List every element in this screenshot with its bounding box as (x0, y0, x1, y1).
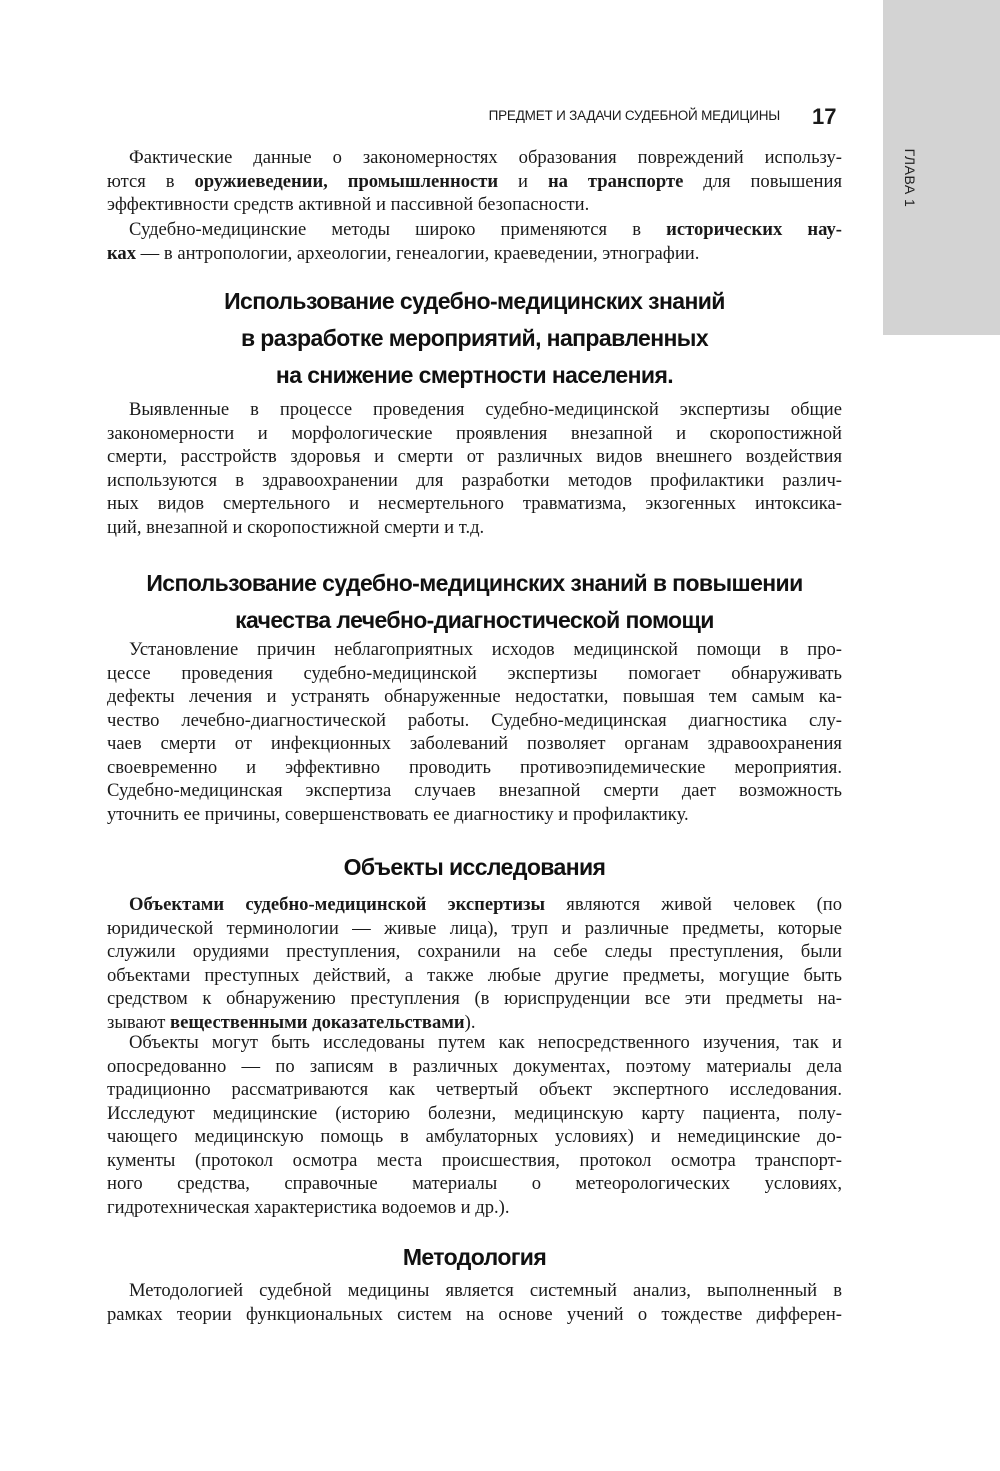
text-line (107, 987, 842, 1011)
text-run: ных видов смертельного и несмертельного травматизма, экзогенных интоксика- (107, 493, 842, 514)
text-line (107, 1055, 842, 1079)
bold-term: на транспорте (547, 170, 684, 192)
text-line (107, 1125, 842, 1149)
text-line (107, 779, 842, 803)
text-line (107, 1303, 842, 1327)
text-run: Методологией судебной медицины является системный анализ, выполненный в (129, 1280, 842, 1301)
text-line (107, 146, 842, 170)
text-run: Установление причин неблагоприятных исходов медицинской помощи в про- (129, 639, 842, 660)
text-run: эффективности средств активной и пассивной безопасности. (107, 194, 590, 215)
text-run: кументы (протокол осмотра места происшествия, протокол осмотра транспорт- (107, 1149, 842, 1171)
heading-line: Использование судебно-медицинских знаний в повышении (146, 570, 803, 596)
heading-line: в разработке мероприятий, направленных (240, 325, 709, 351)
heading-line: Объекты исследования (343, 854, 606, 880)
text-line (107, 492, 842, 516)
paragraph (107, 146, 842, 217)
heading-line: качества лечебно-диагностической помощи (235, 607, 714, 633)
bold-term: Объектами судебно-медицинской экспертизы (129, 894, 546, 915)
text-run: Исследуют медицинские (историю болезни, медицинскую карту пациента, полу- (107, 1102, 842, 1124)
text-line (107, 398, 842, 422)
paragraph (107, 1031, 842, 1219)
text-line (107, 1102, 842, 1126)
text-run: являются живой человек (по (545, 894, 843, 915)
text-line (107, 218, 842, 242)
text-run: служили орудиями преступления, сохранили на себе следы преступления, были (107, 941, 842, 962)
section-heading (107, 283, 842, 394)
text-run: ются в (107, 170, 195, 192)
text-run: смерти, расстройств здоровья и смерти от различных видов внешнего воздействия (107, 446, 842, 467)
text-run: используются в здравоохранении для разработки методов профилактики различ- (107, 469, 842, 491)
paragraph (107, 638, 842, 826)
bold-term: исторических нау- (666, 219, 842, 240)
text-run: чаев смерти от инфекционных заболеваний позволяет органам здравоохранения (107, 733, 842, 754)
text-run: Фактические данные о закономерностях образования повреждений использу- (129, 147, 842, 168)
text-run: Выявленные в процессе проведения судебно-медицинской экспертизы общие (129, 399, 842, 420)
text-line (107, 893, 842, 917)
bold-term: вещественными доказательствами (170, 1011, 465, 1033)
text-line (107, 709, 842, 733)
text-run: гидротехническая характеристика водоемов и др.). (107, 1196, 510, 1218)
text-line (107, 170, 842, 194)
text-line (107, 1149, 842, 1173)
text-run: ). (464, 1011, 476, 1033)
text-run: объектами преступных действий, а также любые другие предметы, могущие быть (107, 964, 842, 986)
text-line (107, 732, 842, 756)
text-run: и (498, 170, 548, 192)
text-run: Судебно-медицинские методы широко применяются в (129, 219, 667, 240)
text-line (107, 685, 842, 709)
text-line (107, 1196, 842, 1220)
chapter-tab (883, 0, 1000, 335)
text-run: рамках теории функциональных систем на основе учений о тождестве дифферен- (107, 1303, 842, 1325)
text-run: ного средства, справочные материалы о метеорологических условиях, (107, 1173, 842, 1194)
text-run: чающего медицинскую помощь в амбулаторных условиях) и немедицинские до- (107, 1126, 842, 1147)
text-line (107, 964, 842, 988)
text-line (107, 803, 842, 827)
text-line (107, 242, 842, 266)
bold-term: ках (107, 242, 137, 264)
text-run: своевременно и эффективно проводить противоэпидемические мероприятия. (107, 756, 842, 778)
heading-line: на снижение смертности населения. (275, 362, 674, 388)
heading-line: Методология (402, 1244, 547, 1270)
page-number: 17 (812, 104, 837, 129)
text-line (107, 516, 842, 540)
heading-line: Использование судебно-медицинских знаний (224, 288, 725, 314)
text-line (107, 469, 842, 493)
paragraph (107, 893, 842, 1034)
text-line (107, 1279, 842, 1303)
text-run: опосредованно — по записям в различных документах, поэтому материалы дела (107, 1055, 842, 1077)
text-run: юридической терминологии — живые лица), труп и различные предметы, которые (107, 917, 842, 939)
text-line (107, 1078, 842, 1102)
text-line (107, 422, 842, 446)
text-line (107, 638, 842, 662)
paragraph (107, 1279, 842, 1326)
text-run: Судебно-медицинская экспертиза случаев внезапной смерти дает возможность (107, 780, 842, 801)
section-heading (107, 1239, 842, 1276)
section-heading (107, 565, 842, 639)
text-run: дефекты лечения и устранять обнаруженные недостатки, повышая тем самым ка- (107, 686, 842, 707)
text-line (107, 1031, 842, 1055)
text-line (107, 193, 842, 217)
text-run: уточнить ее причины, совершенствовать ее диагностику и профилактику. (107, 803, 689, 825)
text-line (107, 662, 842, 686)
text-line (107, 1172, 842, 1196)
text-line (107, 756, 842, 780)
text-run: ций, внезапной и скоропостижной смерти и т.д. (107, 516, 485, 538)
text-run: чество лечебно-диагностической работы. Судебно-медицинская диагностика слу- (107, 709, 842, 731)
text-line (107, 445, 842, 469)
text-run: закономерности и морфологические проявления внезапной и скоропостижной (107, 422, 842, 444)
text-run: средством к обнаружению преступления (в юриспруденции все эти предметы на- (107, 988, 842, 1009)
text-run: цессе проведения судебно-медицинской экспертизы помогает обнаруживать (107, 662, 842, 684)
bold-term: оружиеведении, промышленности (194, 170, 499, 192)
text-line (107, 917, 842, 941)
text-line (107, 940, 842, 964)
text-run: Объекты могут быть исследованы путем как непосредственного изучения, так и (129, 1032, 842, 1053)
section-heading (107, 849, 842, 886)
text-run: традиционно рассматриваются как четвертый объект экспертного исследования. (107, 1079, 842, 1100)
text-run: для повышения (683, 170, 843, 192)
running-title: ПРЕДМЕТ И ЗАДАЧИ СУДЕБНОЙ МЕДИЦИНЫ (488, 108, 780, 123)
paragraph (107, 398, 842, 539)
chapter-tab-label: ГЛАВА 1 (902, 148, 918, 208)
text-run: зывают (107, 1011, 171, 1033)
text-run: — в антропологии, археологии, генеалогии, краеведении, этнографии. (136, 242, 700, 264)
paragraph (107, 218, 842, 265)
